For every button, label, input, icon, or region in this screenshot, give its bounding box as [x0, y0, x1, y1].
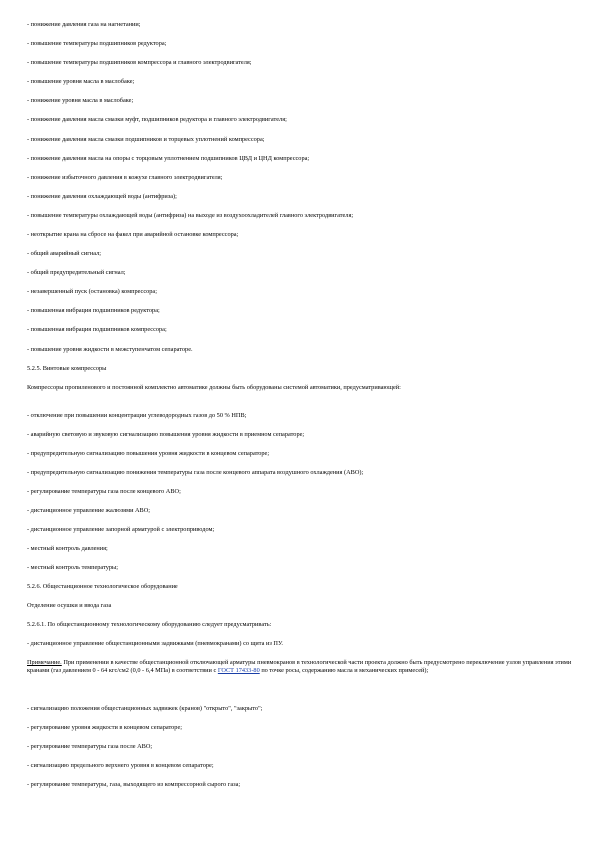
list-item: - неоткрытие крана на сбросе на факел при аварийной остановке компрессора; [27, 231, 239, 238]
list-item: - понижение давления масла смазки муфт, подшипников редуктора и главного электродвигателя; [27, 116, 287, 123]
list-item: - сигнализацию предельного верхнего уровня в концевом сепараторе; [27, 762, 214, 769]
list-item: - дистанционное управление запорной арматурой с электроприводом; [27, 526, 215, 533]
list-item: - повышение уровня масла в маслобаке; [27, 78, 135, 85]
section-heading: 5.2.6. Общестанционное технологическое оборудование [27, 583, 178, 590]
list-item: - понижение давления масла на опоры с торцовым уплотнением подшипников ЦВД и ЦНД компрессора; [27, 155, 310, 162]
list-item: - повышение температуры подшипников редуктора; [27, 40, 167, 47]
list-item: - регулирование уровня жидкости в концевом сепараторе; [27, 724, 182, 731]
list-item: - общий предупредительный сигнал; [27, 269, 126, 276]
note-text: При применении в качестве общестанционной отключающей арматуры пневмокранов в технологической части проекта должно быть предусмотрено переключение узлов управления этими кранами (газ давлением 0 - 64 кгс/см2 (0,0 - 6,4 МПа) в соответствии с [27, 659, 572, 675]
list-item: - повышение температуры подшипников компрессора и главного электродвигателя; [27, 59, 252, 66]
list-item: - регулирование температуры, газа, выходящего из компрессорной сырого газа; [27, 781, 241, 788]
list-item: - предупредительную сигнализацию понижения температуры газа после концевого аппарата воздушного охлаждения (АВО); [27, 469, 364, 476]
list-item: - повышенная вибрация подшипников редуктора; [27, 307, 160, 314]
list-item: - понижение давления охлаждающей воды (антифриза); [27, 193, 177, 200]
list-item: - понижение уровня масла в маслобаке; [27, 97, 134, 104]
list-item: - местный контроль температуры; [27, 564, 119, 571]
list-item: - предупредительную сигнализацию повышения уровня жидкости в концевом сепараторе; [27, 450, 270, 457]
list-item: - повышение уровня жидкости в межступенчатом сепараторе. [27, 346, 193, 353]
list-item: - понижение избыточного давления в кожухе главного электродвигателя; [27, 174, 223, 181]
list-item: - регулирование температуры газа после концевого АВО; [27, 488, 181, 495]
list-item: - дистанционное управление жалюзями АВО; [27, 507, 151, 514]
list-item: - понижение давления масла смазки подшипников и торцевых уплотнений компрессора; [27, 136, 265, 143]
note-paragraph [27, 659, 572, 676]
note-label: Примечание. [27, 659, 62, 666]
list-item: - общий аварийный сигнал; [27, 250, 101, 257]
list-item: - повышение температуры охлаждающей воды (антифриза) на выходе из воздухоохладителей главного электродвигателя; [27, 212, 354, 219]
section-subheading: Отделение осушки и ввода газа [27, 602, 112, 609]
list-item: - местный контроль давления; [27, 545, 108, 552]
list-item: - незавершенный пуск (остановка) компрессора; [27, 288, 157, 295]
list-item: - аварийную световую и звуковую сигнализацию повышения уровня жидкости в приемном сепараторе; [27, 431, 305, 438]
list-item: - дистанционное управление общестанционными задвижками (пневмокранами) со щита из ПУ. [27, 640, 283, 647]
list-item: - сигнализацию положения общестанционных задвижек (кранов) "открыто", "закрыто"; [27, 705, 263, 712]
gost-link[interactable]: ГОСТ 17433-80 [217, 667, 260, 675]
clause-text: 5.2.6.1. По общестанционному технологическому оборудованию следует предусматривать: [27, 621, 272, 628]
list-item: - отключение при повышении концентрации углеводородных газов до 50 % НПВ; [27, 412, 247, 419]
list-item: - понижение давления газа на нагнетании; [27, 21, 141, 28]
list-item: - повышенная вибрация подшипников компрессора; [27, 326, 167, 333]
section-heading: 5.2.5. Винтовые компрессоры [27, 365, 107, 372]
list-item: - регулирование температуры газа после АВО; [27, 743, 153, 750]
section-intro: Компрессоры пропиленового и постоянной комплектно автоматике должны быть оборудованы системой автоматики, предусматривающей: [27, 384, 401, 391]
note-text-end: по точке росы, содержанию масла и механических примесей); [261, 667, 429, 675]
